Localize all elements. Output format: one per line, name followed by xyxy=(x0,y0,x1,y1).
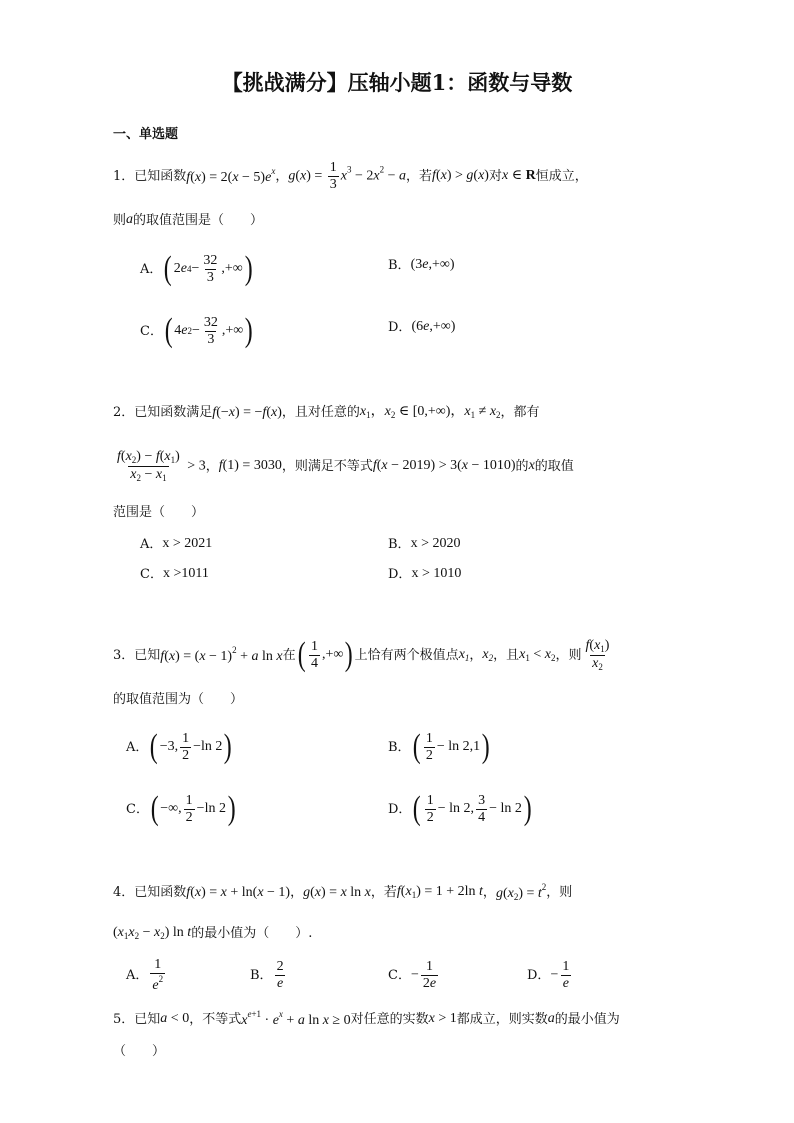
q4-number: 4． xyxy=(113,885,135,900)
q4-option-b-label: B． xyxy=(250,967,273,983)
q3-option-d[interactable] xyxy=(388,787,533,831)
q2-option-a[interactable] xyxy=(140,537,212,551)
q5-text-5: 的最小值为 xyxy=(554,1011,620,1027)
q1-var-a: a xyxy=(126,212,134,227)
q1-option-c[interactable] xyxy=(140,310,255,352)
q4-option-c-label: C． xyxy=(388,967,411,983)
q2-text-1: 已知函数满足 xyxy=(134,405,213,420)
q1-option-d-expr: (6e,+∞) xyxy=(411,319,456,334)
q3-option-a[interactable] xyxy=(126,725,234,769)
q2-expr-ineq: f(x − 2019) > 3(x − 1010) xyxy=(372,458,516,473)
q1-text-7: 的取值范围是（ ） xyxy=(133,212,264,228)
q1-option-d-label: D． xyxy=(388,319,412,335)
q1-option-b[interactable] xyxy=(388,258,455,272)
q5-expr-cond: a < 0 xyxy=(160,1011,190,1026)
q2-option-c-expr: x >1011 xyxy=(162,566,209,581)
q4-expr-target: $(x_1x_2 - x_2)$ ln t xyxy=(113,925,192,941)
q3-option-c-expr: ( −∞, $\frac{1}{2}$ −ln 2 ) xyxy=(150,790,236,827)
q5-text-6: （ ） xyxy=(113,1044,166,1059)
q2-line1 xyxy=(113,405,540,420)
q1-expr-ineq: f(x) > g(x) xyxy=(432,168,489,183)
q1-option-b-expr: (3e,+∞) xyxy=(410,257,455,272)
q2-text-7: 的取值 xyxy=(534,458,574,474)
q1-expr-g: g(x) = $\frac{1}{3}$ $x^3 - 2x^2 - a$ xyxy=(288,159,407,192)
q5-text-1: 已知 xyxy=(134,1011,161,1027)
q4-option-a[interactable] xyxy=(126,956,167,994)
q3-text-6: ，则 xyxy=(555,647,582,663)
q5-var-a: a xyxy=(547,1011,555,1026)
q4-text-3: ，若 xyxy=(370,885,397,900)
q2-option-a-label: A． xyxy=(140,536,163,552)
q1-option-d[interactable] xyxy=(388,320,455,334)
q2-option-c[interactable] xyxy=(140,567,209,581)
q4-option-d-expr: − $\frac{1}{e}$ xyxy=(550,958,570,991)
q1-text-2: ， xyxy=(275,168,289,184)
q2-expr-x1x2: $x_1$，$x_2$ ∈ [0,+∞)，$x_1 \ne x_2$ xyxy=(359,404,501,420)
q3-text-5: ，且 xyxy=(493,647,520,663)
q3-option-b[interactable] xyxy=(388,725,492,769)
q1-option-a[interactable] xyxy=(140,248,254,290)
q4-text-6: 的最小值为（ ）. xyxy=(191,926,313,941)
q4-option-d-label: D． xyxy=(527,967,551,983)
q1-option-a-expr: ( 2 e 4 − $\frac{32}{3}$ ,+∞ ) xyxy=(164,250,253,287)
q2-text-2: ，且对任意的 xyxy=(281,405,360,420)
q3-option-a-expr: ( −3, $\frac{1}{2}$ −ln 2 ) xyxy=(150,728,233,765)
q2-option-c-label: C． xyxy=(140,566,163,582)
q2-line2 xyxy=(113,446,574,486)
q1-option-b-label: B． xyxy=(388,257,411,273)
q2-var-x: x xyxy=(528,458,535,473)
q1-text-1: 已知函数 xyxy=(134,168,187,184)
q2-option-b[interactable] xyxy=(388,537,460,551)
q4-option-c[interactable] xyxy=(388,956,440,994)
q4-line1 xyxy=(113,883,572,902)
q1-number: 1． xyxy=(113,168,135,184)
q5-line1 xyxy=(113,1010,620,1028)
q2-option-d-expr: x > 1010 xyxy=(411,566,462,581)
q2-option-b-label: B． xyxy=(388,536,411,552)
q2-number: 2． xyxy=(113,405,135,420)
q1-expr-domain: x ∈ R xyxy=(501,168,536,183)
q2-option-d[interactable] xyxy=(388,567,461,581)
q3-number: 3． xyxy=(113,647,135,663)
page-title: 【挑战满分】压轴小题1：函数与导数 xyxy=(221,70,573,95)
q2-expr-odd: f(−x) = −f(x) xyxy=(212,404,282,420)
q1-option-a-label: A． xyxy=(140,261,163,277)
q1-option-c-label: C． xyxy=(140,323,163,339)
q3-text-1: 已知 xyxy=(134,647,161,663)
q3-option-c-label: C． xyxy=(126,801,149,817)
q3-option-d-label: D． xyxy=(388,801,412,817)
q5-expr-x: x > 1 xyxy=(428,1011,457,1026)
q5-number: 5． xyxy=(113,1011,135,1027)
q5-text-3: 对任意的实数 xyxy=(350,1011,429,1027)
q3-text-2: 在 xyxy=(282,647,296,663)
q4-option-b-expr: $\frac{2}{e}$ xyxy=(276,958,284,991)
q2-expr-f1: f(1) = 3030 xyxy=(218,458,282,473)
q2-option-d-label: D． xyxy=(388,566,412,582)
q4-expr-g: g(x) = x ln x xyxy=(303,884,371,900)
q4-text-2: ， xyxy=(290,885,304,900)
q3-expr-order: $x_1 < x_2$ xyxy=(519,646,556,663)
q4-text-4: ， xyxy=(482,885,496,900)
q2-option-a-expr: x > 2021 xyxy=(162,536,213,551)
q1-text-5: 恒成立， xyxy=(535,168,588,184)
q2-option-b-expr: x > 2020 xyxy=(410,536,461,551)
q1-option-c-expr: ( 4 e 2 − $\frac{32}{3}$ ,+∞ ) xyxy=(164,312,253,349)
q1-line2 xyxy=(113,213,263,227)
q1-text-4: 对 xyxy=(488,168,502,184)
q5-text-4: 都成立，则实数 xyxy=(456,1011,548,1027)
q3-option-b-label: B． xyxy=(388,739,411,755)
q2-text-4: ， xyxy=(205,458,219,474)
q2-text-5: ，则满足不等式 xyxy=(281,458,373,474)
q4-option-b[interactable] xyxy=(250,956,288,994)
q3-expr-ratio: $\frac{f(x_1)}{x_2}$ xyxy=(585,637,610,672)
q4-line2 xyxy=(113,926,312,941)
q3-text-3: 上恰有两个极值点 xyxy=(354,647,459,663)
q1-text-3: ，若 xyxy=(406,168,433,184)
section-heading: 一、单选题 xyxy=(113,127,179,142)
q4-option-c-expr: − $\frac{1}{2e}$ xyxy=(410,958,437,991)
q2-expr-slope: $\frac{f(x_2) - f(x_1)}{x_2 - x_1}$ > 3 xyxy=(117,448,206,483)
q4-expr-f: f(x) = x + ln(x − 1) xyxy=(186,884,291,900)
q2-text-8: 范围是（ ） xyxy=(113,505,205,520)
q3-expr-interval: ( $\frac{1}{4}$ ,+∞ ) xyxy=(297,636,353,673)
q2-text-3: ，都有 xyxy=(500,405,540,420)
q3-option-b-expr: ( $\frac{1}{2}$ − ln 2,1 ) xyxy=(412,728,490,765)
q4-expr-fx1: $f(x_1) = 1 + 2\ln$ t xyxy=(396,884,483,900)
q1-text-6: 则 xyxy=(113,212,127,228)
q2-text-6: 的 xyxy=(515,458,529,474)
q3-expr-f: $f(x) = (x - 1)^2 + a$ ln x xyxy=(160,645,283,664)
q3-line1 xyxy=(113,633,613,677)
q3-option-a-label: A． xyxy=(126,739,149,755)
q1-expr-f: $f(x) = 2(x - 5)e^x$ xyxy=(186,166,276,185)
q4-option-a-expr: $\frac{1}{e^2}$ xyxy=(152,956,164,993)
q3-var-x2: $x_2$ xyxy=(482,646,494,663)
q4-expr-gx2: $g(x_2) = t^2$ xyxy=(495,882,547,902)
q4-text-1: 已知函数 xyxy=(134,885,187,900)
q3-option-d-expr: ( $\frac{1}{2}$ − ln 2, $\frac{3}{4}$ − ln 2 ) xyxy=(413,790,532,827)
q4-option-a-label: A． xyxy=(126,967,149,983)
q4-text-5: ，则 xyxy=(546,885,573,900)
q4-option-d[interactable] xyxy=(527,956,573,994)
q5-expr-ineq: $x^{e+1} \cdot e^x + a$ ln x ≥ 0 xyxy=(241,1009,351,1028)
q3-var-x1: $x_1$ xyxy=(458,646,470,663)
q3-option-c[interactable] xyxy=(126,787,237,831)
q1-line1 xyxy=(113,159,588,192)
q3-text-4: ， xyxy=(469,647,483,663)
q3-text-7: 的取值范围为（ ） xyxy=(113,692,244,707)
q5-text-2: ，不等式 xyxy=(189,1011,242,1027)
